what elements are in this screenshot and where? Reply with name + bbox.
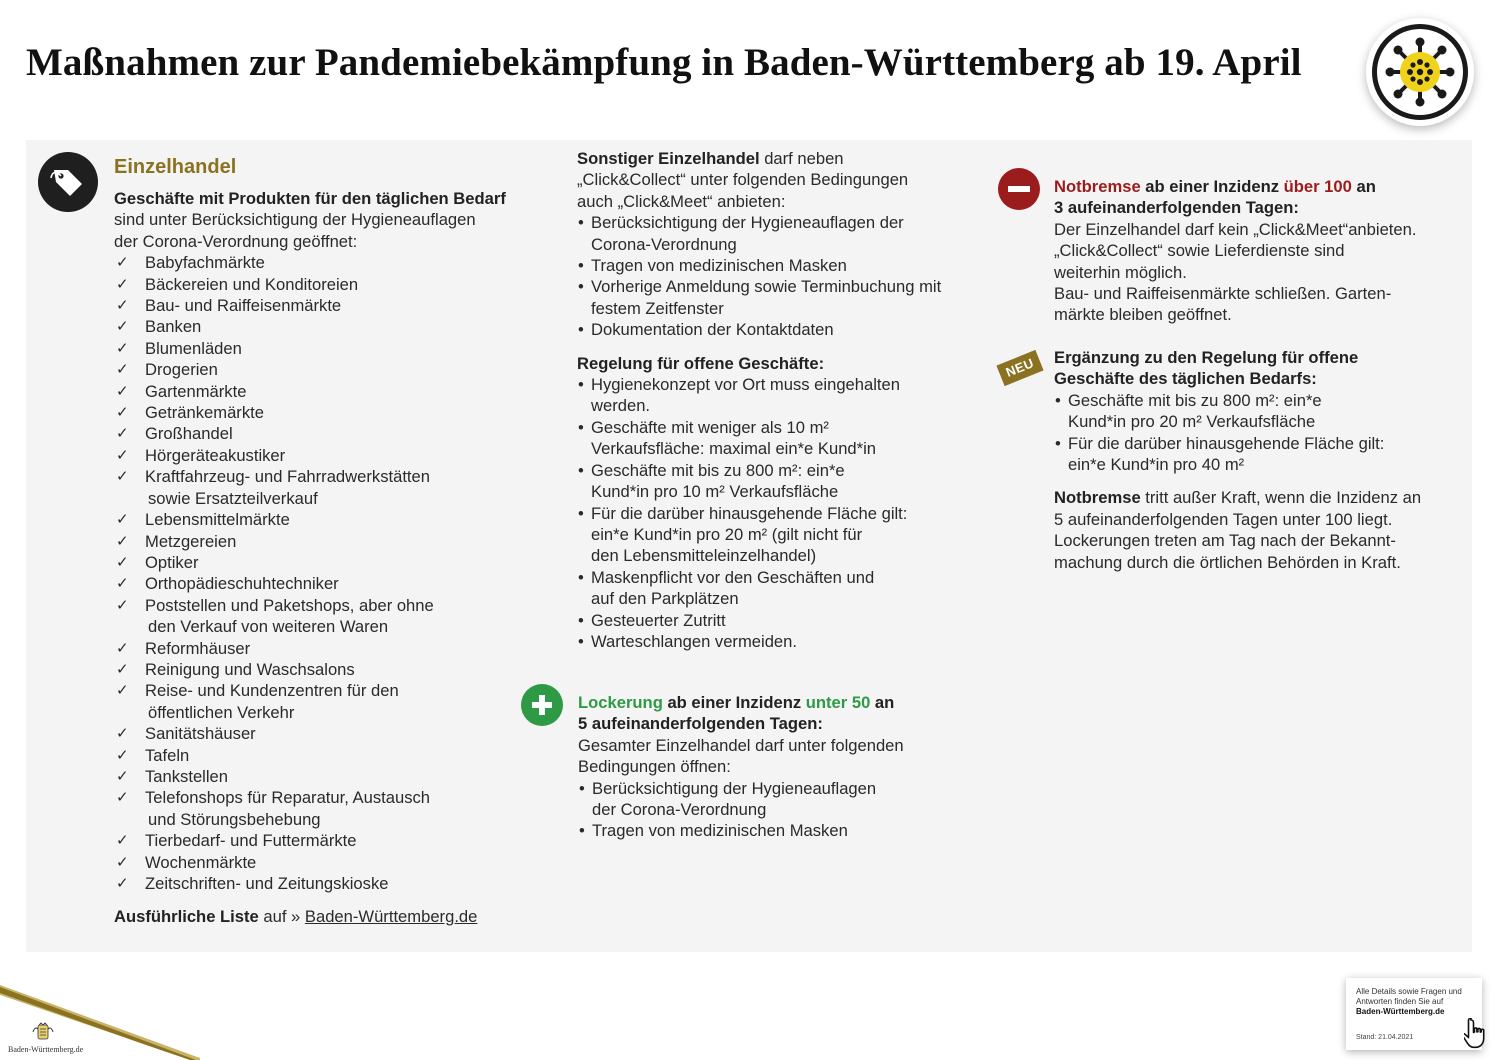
- sonstiger-line: auch „Click&Meet“ anbieten:: [577, 191, 786, 211]
- checkmark-icon: ✓: [116, 445, 129, 464]
- bullet-item: [577, 567, 977, 610]
- checkmark-icon: ✓: [116, 595, 129, 614]
- bullet-item-text: • Dokumentation der Kontaktdaten: [591, 320, 834, 340]
- more-info-bold: Ausführliche Liste: [114, 907, 259, 927]
- checkmark-icon: ✓: [116, 531, 129, 550]
- ergaenzung-title: Ergänzung zu den Regelung für offene: [1054, 348, 1359, 367]
- checkmark-icon: ✓: [116, 296, 129, 315]
- checklist-item: [114, 573, 554, 594]
- sonstiger-bold: Sonstiger Einzelhandel: [577, 149, 760, 168]
- checklist-item: [114, 509, 554, 530]
- notbremse-line: Bau- und Raiffeisenmärkte schließen. Garten-: [1054, 284, 1392, 304]
- checklist-item: [114, 381, 554, 402]
- checklist-item-text: Babyfachmärkte: [145, 253, 265, 273]
- checklist-item-text: Tierbedarf- und Futtermärkte: [145, 831, 357, 851]
- bullet-item: [577, 460, 977, 503]
- bullet-item-text: • Tragen von medizinischen Masken: [591, 256, 847, 276]
- bullet-item-text: festem Zeitfenster: [591, 298, 724, 318]
- checklist-item-text: Tankstellen: [145, 766, 229, 786]
- more-info-line: [114, 906, 554, 927]
- checkmark-icon: ✓: [116, 659, 129, 678]
- bullet-item-text: • Für die darüber hinausgehende Fläche gilt:: [591, 503, 908, 523]
- ergaenzung-section: [1054, 347, 1464, 573]
- lockerung-tail: an: [870, 693, 895, 712]
- bullet-item: [577, 255, 977, 276]
- bullet-item: [577, 417, 977, 460]
- checklist-item-text: Reise- und Kundenzentren für den: [145, 681, 399, 701]
- checklist-item-text: Zeitschriften- und Zeitungskioske: [145, 874, 389, 893]
- checklist-item-text: Drogerien: [145, 360, 218, 380]
- checklist-item-text: Lebensmittelmärkte: [145, 510, 290, 530]
- checkmark-icon: ✓: [116, 424, 129, 443]
- ergaenzung-title: Geschäfte des täglichen Bedarfs:: [1054, 369, 1317, 389]
- checkmark-icon: ✓: [116, 638, 129, 657]
- bullet-item: [1054, 390, 1464, 433]
- lockerung-text: Bedingungen öffnen:: [578, 757, 731, 777]
- hand-cursor-icon: [1464, 1018, 1490, 1052]
- checklist-item: [114, 316, 554, 337]
- checklist-item: [114, 680, 554, 723]
- checklist-item-text: Getränkemärkte: [145, 403, 264, 423]
- sonstiger-line: „Click&Collect“ unter folgenden Bedingungen: [577, 170, 909, 190]
- neu-badge: NEU: [996, 350, 1043, 386]
- checkmark-icon: ✓: [116, 317, 129, 336]
- checklist-item: [114, 852, 554, 873]
- bullet-item-text: Corona-Verordnung: [591, 234, 737, 254]
- checkmark-icon: ✓: [116, 852, 129, 871]
- bullet-item: [577, 319, 977, 340]
- bullet-item-text: • Berücksichtigung der Hygieneauflagen: [592, 778, 877, 798]
- checkmark-icon: ✓: [116, 874, 129, 892]
- lockerung-mid: ab einer Inzidenz: [662, 693, 806, 712]
- bullet-item-text: • Warteschlangen vermeiden.: [591, 631, 797, 651]
- notbremse-tail: an: [1351, 177, 1376, 196]
- checkmark-icon: ✓: [116, 253, 129, 272]
- checkmark-icon: ✓: [116, 552, 129, 571]
- baden-wuerttemberg-link[interactable]: Baden-Württemberg.de: [304, 907, 478, 927]
- bullet-item-text: • Tragen von medizinischen Masken: [592, 821, 848, 841]
- bullet-item-text: • Vorherige Anmeldung sowie Terminbuchung mit: [591, 277, 942, 297]
- bullet-item: [1054, 433, 1464, 476]
- sonstiger-text: darf neben: [759, 149, 844, 168]
- coat-of-arms-icon: [30, 1022, 56, 1044]
- checkmark-icon: ✓: [116, 381, 129, 400]
- notbremse-word: Notbremse: [1054, 177, 1141, 196]
- bullet-item-text: auf den Parkplätzen: [591, 589, 739, 609]
- lockerung-bullets: [578, 778, 978, 842]
- checkmark-icon: ✓: [116, 788, 129, 807]
- checklist-item-text: Bäckereien und Konditoreien: [145, 274, 359, 294]
- checklist-item-text: Orthopädieschuhtechniker: [145, 574, 339, 594]
- bullet-item-text: den Lebensmitteleinzelhandel): [591, 546, 817, 566]
- bullet-item: [577, 503, 977, 567]
- bullet-item-text: ein*e Kund*in pro 40 m²: [1068, 455, 1245, 475]
- bullet-item: [577, 610, 977, 631]
- bullet-item-text: • Für die darüber hinausgehende Fläche gilt:: [1068, 433, 1385, 453]
- checklist-item-text: Telefonshops für Reparatur, Austausch: [145, 788, 431, 808]
- bullet-item: [577, 631, 977, 652]
- info-line: Antworten finden Sie auf: [1356, 997, 1444, 1006]
- checklist-item-text: Metzgereien: [145, 531, 237, 551]
- checklist-item: [114, 252, 554, 273]
- checklist-item-text: Blumenläden: [145, 338, 242, 358]
- checklist-item: [114, 766, 554, 787]
- bullet-item-text: • Berücksichtigung der Hygieneauflagen der: [591, 213, 904, 233]
- price-tag-icon: [38, 152, 98, 212]
- lockerung-threshold: unter 50: [805, 693, 871, 712]
- stand-date: Stand: 21.04.2021: [1356, 1034, 1414, 1041]
- einzelhandel-checklist: [114, 252, 554, 894]
- checklist-item-text: Bau- und Raiffeisenmärkte: [145, 296, 342, 316]
- bullet-item: [577, 374, 977, 417]
- bullet-item-text: • Geschäfte mit weniger als 10 m²: [591, 417, 829, 437]
- checklist-item: [114, 445, 554, 466]
- notbremse-section: [1054, 176, 1464, 326]
- checkmark-icon: ✓: [116, 574, 129, 593]
- checklist-item-text: Optiker: [145, 552, 199, 572]
- bullet-item: [578, 820, 978, 841]
- notbremse-threshold: über 100: [1283, 177, 1352, 196]
- notbremse-line: „Click&Collect“ sowie Lieferdienste sind: [1054, 241, 1345, 261]
- ende-line: Lockerungen treten am Tag nach der Bekannt-: [1054, 531, 1396, 551]
- bullet-item: [578, 778, 978, 821]
- page-title: Maßnahmen zur Pandemiebekämpfung in Baden-Württemberg ab 19. April: [26, 41, 1302, 84]
- checkmark-icon: ✓: [116, 745, 129, 764]
- ende-text: tritt außer Kraft, wenn die Inzidenz an: [1140, 488, 1422, 508]
- ende-bold: Notbremse: [1054, 488, 1141, 508]
- bullet-item-text: • Maskenpflicht vor den Geschäften und: [591, 567, 875, 587]
- ende-line: machung durch die örtlichen Behörden in Kraft.: [1054, 552, 1401, 572]
- regelung-title: Regelung für offene Geschäfte:: [577, 353, 825, 373]
- regelung-bullets: [577, 374, 977, 652]
- einzelhandel-section: [114, 188, 554, 928]
- lockerung-section: [578, 692, 978, 842]
- info-card: [1346, 978, 1482, 1050]
- checklist-item-text: Tafeln: [145, 745, 190, 765]
- notbremse-line: weiterhin möglich.: [1054, 262, 1187, 282]
- checklist-item: [114, 359, 554, 380]
- checklist-item-text: Sanitätshäuser: [145, 724, 256, 744]
- checklist-item-text: Kraftfahrzeug- und Fahrradwerkstätten: [145, 467, 431, 487]
- checklist-item: [114, 830, 554, 851]
- checklist-item-text: Wochenmärkte: [145, 852, 257, 872]
- checklist-item: [114, 787, 554, 830]
- checklist-item: [114, 595, 554, 638]
- notbremse-line: Der Einzelhandel darf kein „Click&Meet“anbieten.: [1054, 219, 1417, 239]
- checklist-item-text: Hörgeräteakustiker: [145, 445, 286, 465]
- logo-text[interactable]: Baden-Württemberg.de: [8, 1045, 84, 1054]
- checkmark-icon: ✓: [116, 274, 129, 293]
- checklist-item: [114, 873, 554, 894]
- checkmark-icon: ✓: [116, 724, 129, 743]
- checklist-item: [114, 466, 554, 509]
- checklist-item: [114, 423, 554, 444]
- sonstiger-bullets: [577, 212, 977, 340]
- checklist-item: [114, 745, 554, 766]
- virus-badge: [1366, 18, 1474, 126]
- checklist-item-text: Gartenmärkte: [145, 381, 247, 401]
- checklist-item-text: den Verkauf von weiteren Waren: [148, 617, 389, 637]
- bullet-item-text: Verkaufsfläche: maximal ein*e Kund*in: [591, 439, 877, 459]
- bullet-item-text: werden.: [591, 396, 651, 416]
- ende-line: 5 aufeinanderfolgenden Tagen unter 100 liegt.: [1054, 509, 1393, 529]
- einzelhandel-title: Einzelhandel: [114, 156, 237, 178]
- checklist-item-text: Poststellen und Paketshops, aber ohne: [145, 595, 434, 615]
- bullet-item: [577, 276, 977, 319]
- checklist-item: [114, 723, 554, 744]
- checkmark-icon: ✓: [116, 510, 129, 529]
- checklist-item: [114, 338, 554, 359]
- plus-icon: [521, 684, 563, 726]
- ergaenzung-bullets: [1054, 390, 1464, 476]
- checklist-item: [114, 659, 554, 680]
- checkmark-icon: ✓: [116, 403, 129, 422]
- checkmark-icon: ✓: [116, 360, 129, 379]
- checklist-item: [114, 552, 554, 573]
- checkmark-icon: ✓: [116, 681, 129, 700]
- bullet-item-text: der Corona-Verordnung: [592, 800, 767, 820]
- minus-icon: [998, 168, 1040, 210]
- checklist-item: [114, 638, 554, 659]
- checklist-item: [114, 402, 554, 423]
- checklist-item: [114, 531, 554, 552]
- checklist-item-text: und Störungsbehebung: [148, 809, 321, 829]
- bullet-item: [577, 212, 977, 255]
- sonstiger-section: [577, 148, 977, 652]
- info-line: Alle Details sowie Fragen und: [1356, 987, 1462, 996]
- checkmark-icon: ✓: [116, 467, 129, 486]
- einzelhandel-intro-line: sind unter Berücksichtigung der Hygieneauflagen: [114, 210, 476, 230]
- lockerung-text: Gesamter Einzelhandel darf unter folgenden: [578, 735, 904, 755]
- checklist-item-text: öffentlichen Verkehr: [148, 702, 295, 722]
- bullet-item-text: ein*e Kund*in pro 20 m² (gilt nicht für: [591, 524, 863, 544]
- virus-icon: [1384, 36, 1456, 108]
- checklist-item: [114, 274, 554, 295]
- checklist-item-text: Reformhäuser: [145, 638, 251, 658]
- checkmark-icon: ✓: [116, 831, 129, 850]
- checklist-item-text: sowie Ersatzteilverkauf: [148, 488, 318, 508]
- bullet-item-text: Kund*in pro 10 m² Verkaufsfläche: [591, 482, 839, 502]
- checkmark-icon: ✓: [116, 338, 129, 357]
- checklist-item-text: Reinigung und Waschsalons: [145, 659, 355, 679]
- checklist-item: [114, 295, 554, 316]
- bullet-item-text: • Geschäfte mit bis zu 800 m²: ein*e: [591, 460, 845, 480]
- notbremse-mid: ab einer Inzidenz: [1140, 177, 1284, 196]
- checkmark-icon: ✓: [116, 766, 129, 785]
- checklist-item-text: Banken: [145, 317, 202, 337]
- notbremse-line2: 3 aufeinanderfolgenden Tagen:: [1054, 198, 1299, 218]
- bullet-item-text: • Hygienekonzept vor Ort muss eingehalten: [591, 375, 900, 395]
- lockerung-word: Lockerung: [578, 693, 663, 712]
- bullet-item-text: • Geschäfte mit bis zu 800 m²: ein*e: [1068, 390, 1322, 410]
- einzelhandel-intro-bold: Geschäfte mit Produkten für den täglichen Bedarf: [114, 189, 506, 208]
- lockerung-line2: 5 aufeinanderfolgenden Tagen:: [578, 714, 823, 734]
- einzelhandel-intro-line: der Corona-Verordnung geöffnet:: [114, 231, 358, 251]
- info-link[interactable]: Baden-Württemberg.de: [1356, 1007, 1445, 1016]
- notbremse-line: märkte bleiben geöffnet.: [1054, 305, 1232, 325]
- bullet-item-text: Kund*in pro 20 m² Verkaufsfläche: [1068, 412, 1316, 432]
- more-info-text: auf »: [258, 907, 305, 927]
- checklist-item-text: Großhandel: [145, 424, 233, 444]
- bullet-item-text: • Gesteuerter Zutritt: [591, 610, 726, 630]
